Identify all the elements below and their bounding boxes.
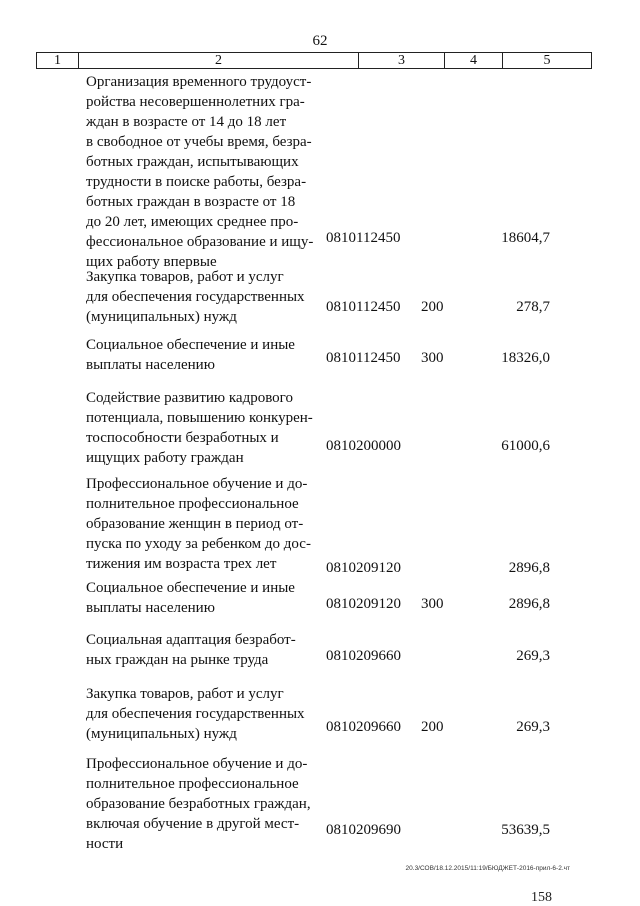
- row-amount: 2896,8: [508, 596, 550, 612]
- column-header-3: 3: [359, 53, 445, 68]
- row-kind: 200: [421, 299, 444, 315]
- row-code: 0810112450: [326, 230, 401, 246]
- row-amount: 2896,8: [508, 560, 550, 576]
- row-description: Организация временного трудоуст- ройства несовершеннолетних гра- ждан в возрасте от 14 до 18 лет в свободное от учебы время, безра- ботных граждан, испытывающих трудности в поиске работы, безра- ботных граждан в возрасте от 18 до 20 лет, имеющих среднее про- фессиональное образование и ищу- щих работу впервые: [86, 74, 314, 270]
- column-header-1: 1: [37, 53, 79, 68]
- bottom-page-number: 158: [531, 890, 552, 905]
- row-description: Социальное обеспечение и иные выплаты населению: [86, 337, 295, 373]
- row-amount: 18604,7: [501, 230, 550, 246]
- row-amount: 278,7: [516, 299, 550, 315]
- row-code: 0810200000: [326, 438, 401, 454]
- row-description: Закупка товаров, работ и услуг для обеспечения государственных (муниципальных) нужд: [86, 686, 305, 742]
- row-code: 0810209660: [326, 648, 401, 664]
- row-amount: 53639,5: [501, 822, 550, 838]
- row-description: Содействие развитию кадрового потенциала, повышению конкурен- тоспособности безработных и ищущих работу граждан: [86, 390, 313, 466]
- row-kind: 300: [421, 350, 444, 366]
- row-code: 0810209660: [326, 719, 401, 735]
- row-amount: 61000,6: [501, 438, 550, 454]
- row-kind: 300: [421, 596, 444, 612]
- table-header-row: [36, 52, 592, 69]
- row-amount: 269,3: [516, 719, 550, 735]
- column-header-4: 4: [445, 53, 503, 68]
- row-code: 0810112450: [326, 299, 401, 315]
- row-kind: 200: [421, 719, 444, 735]
- row-description: Закупка товаров, работ и услуг для обеспечения государственных (муниципальных) нужд: [86, 269, 305, 325]
- page-number: 62: [312, 33, 328, 49]
- row-code: 0810209120: [326, 596, 401, 612]
- column-header-5: 5: [543, 53, 551, 68]
- row-amount: 269,3: [516, 648, 550, 664]
- row-code: 0810209690: [326, 822, 401, 838]
- column-header-2: 2: [79, 53, 359, 68]
- row-description: Социальная адаптация безработ- ных граждан на рынке труда: [86, 632, 296, 668]
- row-amount: 18326,0: [501, 350, 550, 366]
- row-code: 0810112450: [326, 350, 401, 366]
- row-description: Социальное обеспечение и иные выплаты населению: [86, 580, 295, 616]
- row-description: Профессиональное обучение и до- полнительное профессиональное образование женщин в период от- пуска по уходу за ребенком до дос- тижения им возраста трех лет: [86, 476, 311, 572]
- document-footer-code: 20.3/СОВ/18.12.2015/11:19/БЮДЖЕТ-2016-прил-6-2.чт: [405, 865, 570, 872]
- row-description: Профессиональное обучение и до- полнительное профессиональное образование безработных граждан, включая обучение в другой мест- ности: [86, 756, 311, 852]
- row-code: 0810209120: [326, 560, 401, 576]
